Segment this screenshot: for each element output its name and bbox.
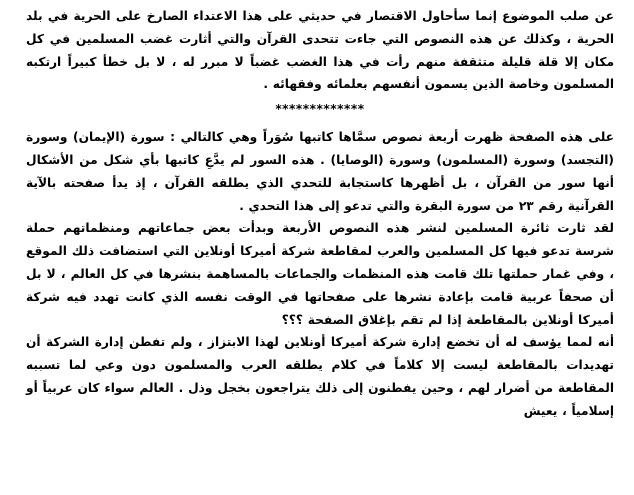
paragraph-intro: عن صلب الموضوع إنما سأحاول الاقتصار في حديثي على هذا الاعتداء الصارخ على الحرية في بلد الحرية ، وكذلك عن هذه النصوص التي جاءت تتحدى القرآن والتي أثارت غضب المسلمين في كل مكان إلا قلة قليلة متثقفة منهم رأت في هذا الغضب غضباً لا مبرر له ، لا بل خطأ كبيراً ارتكبه المسلمون وخاصة الذين يسمون أنفسهم بعلمائه وفقهائه . [26,9,614,92]
separator-stars: ************* [275,102,365,117]
paragraph-aol-submission: أنه لمما يؤسف له أن تخضع إدارة شركة أميركا أونلاين لهذا الابتزاز ، ولم تفطن إدارة الشركة أن تهديدات بالمقاطعة ليست إلا كلاماً في كلام يطلقه العرب والمسلمون دون وعي لما تسببه المقاطعة من أضرار لهم ، وحين يفطنون إلى ذلك يتراجعون بخجل وذل . العالم سواء كان عربياً أو إسلامياً ، يعيش [26,335,614,418]
paragraph-muslim-reaction: لقد ثارت ثائرة المسلمين لنشر هذه النصوص الأربعة وبدأت بعض جماعاتهم ومنظماتهم حملة شرسة تدعو فيها كل المسلمين والعرب لمقاطعة شركة أميركا أونلاين التي استضافت ذلك الموقع ، وفي غمار حملتها تلك قامت هذه المنظمات والجماعات بالمساهمة بنشرها في كل العالم ، لا بل أن صحفاً عربية قامت بإعادة نشرها على صفحاتها في الوقت نفسه الذي كانت تهدد فيه شركة أميركا أونلاين بالمقاطعة إذا لم تقم بإغلاق الصفحة ؟؟؟ [26,221,614,327]
paragraph-four-texts: على هذه الصفحة ظهرت أربعة نصوص سمَّاها كاتبها سُوَراً وهي كالتالي : سورة (الإيمان) وسورة (التجسد) وسورة (المسلمون) وسورة (الوصايا) . هذه السور لم يدَّعِ كاتبها بأي شكل من الأشكال أنها سور من القرآن ، بل أظهرها كاستجابة للتحدي الذي يطلقه القرآن ، إذ يدأ صفحته بالآية القرآنية رقم ٢٣ من سورة البقرة والتي تدعو إلى هذا التحدي . [26,130,614,213]
